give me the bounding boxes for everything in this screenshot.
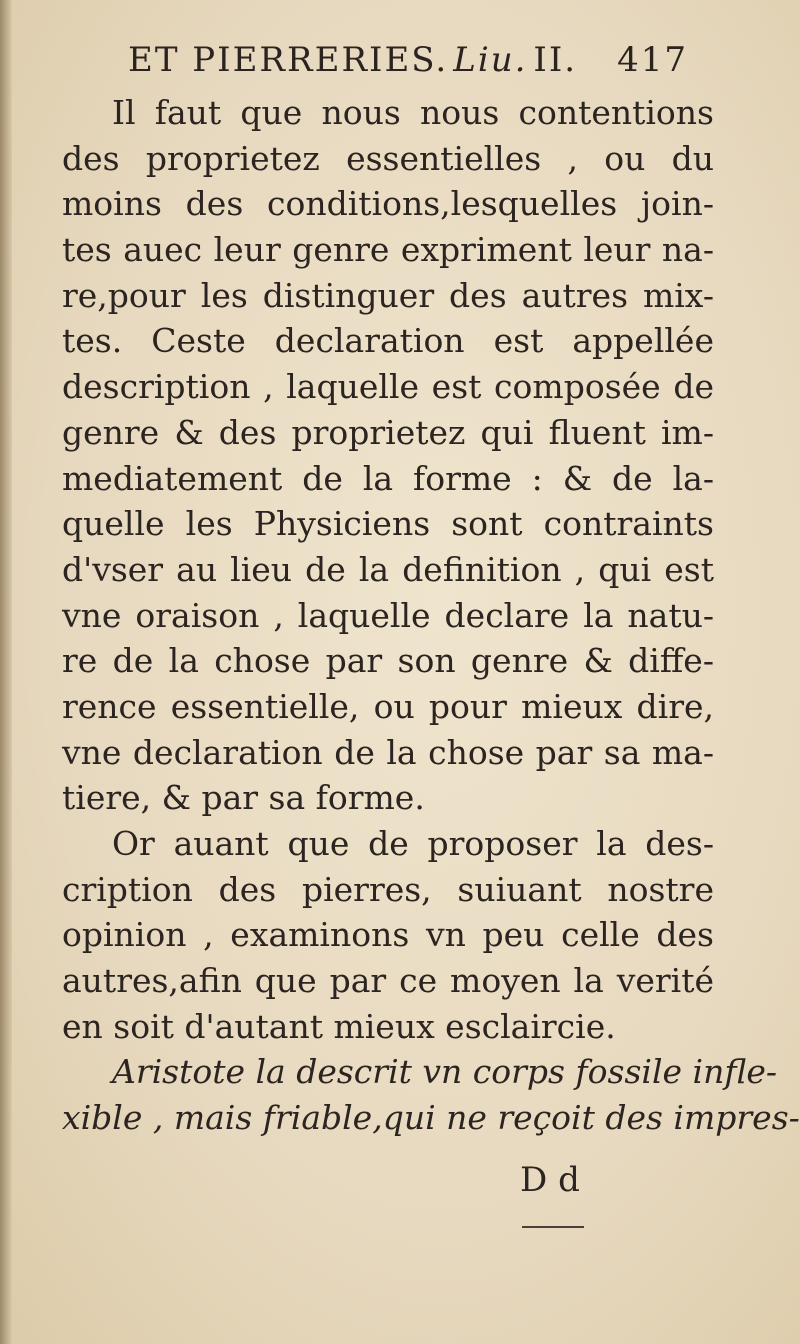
text-line: quelle les Physiciens sont contraints <box>62 504 714 544</box>
page-number: 417 <box>617 40 688 80</box>
text-line: d'vser au lieu de la definition , qui est <box>62 549 714 589</box>
text-line: Aristote la descrit vn corps fossile infle- <box>112 1052 778 1092</box>
catchword: D d <box>520 1160 580 1200</box>
chapter-number: II. <box>533 40 578 80</box>
text-line: xible , mais friable,qui ne reçoit des impres- <box>62 1098 800 1138</box>
book-label: Liu. <box>453 40 528 80</box>
body-text <box>62 90 800 1141</box>
running-header <box>128 40 688 92</box>
text-line: autres,afin que par ce moyen la verité <box>62 961 714 1001</box>
running-title: ET PIERRERIES. <box>128 40 449 80</box>
text-line: rence essentielle, ou pour mieux dire, <box>62 686 714 726</box>
text-line: mediatement de la forme : & de la- <box>62 458 714 498</box>
text-line: Il faut que nous nous contentions <box>112 93 714 132</box>
page-edge-shadow <box>0 0 12 1344</box>
text-line: moins des conditions,lesquelles join- <box>62 184 714 224</box>
text-line: re de la chose par son genre & diffe- <box>62 641 714 681</box>
text-line: description , laquelle est composée de <box>62 367 714 407</box>
text-line: genre & des proprietez qui fluent im- <box>62 412 714 452</box>
text-line: re,pour les distinguer des autres mix- <box>62 275 714 315</box>
text-line: vne declaration de la chose par sa ma- <box>62 732 714 772</box>
text-line: en soit d'autant mieux esclaircie. <box>62 1006 616 1046</box>
text-line: des proprietez essentielles , ou du <box>62 138 714 178</box>
text-line: tiere, & par sa forme. <box>62 778 425 818</box>
text-line: Or auant que de proposer la des- <box>112 824 714 863</box>
catchword-rule <box>522 1226 584 1228</box>
text-line: tes. Ceste declaration est appellée <box>62 321 714 361</box>
text-line: opinion , examinons vn peu celle des <box>62 915 714 955</box>
text-line: tes auec leur genre expriment leur na- <box>62 230 714 270</box>
text-line: cription des pierres, suiuant nostre <box>62 869 714 909</box>
text-line: vne oraison , laquelle declare la natu- <box>62 595 714 635</box>
